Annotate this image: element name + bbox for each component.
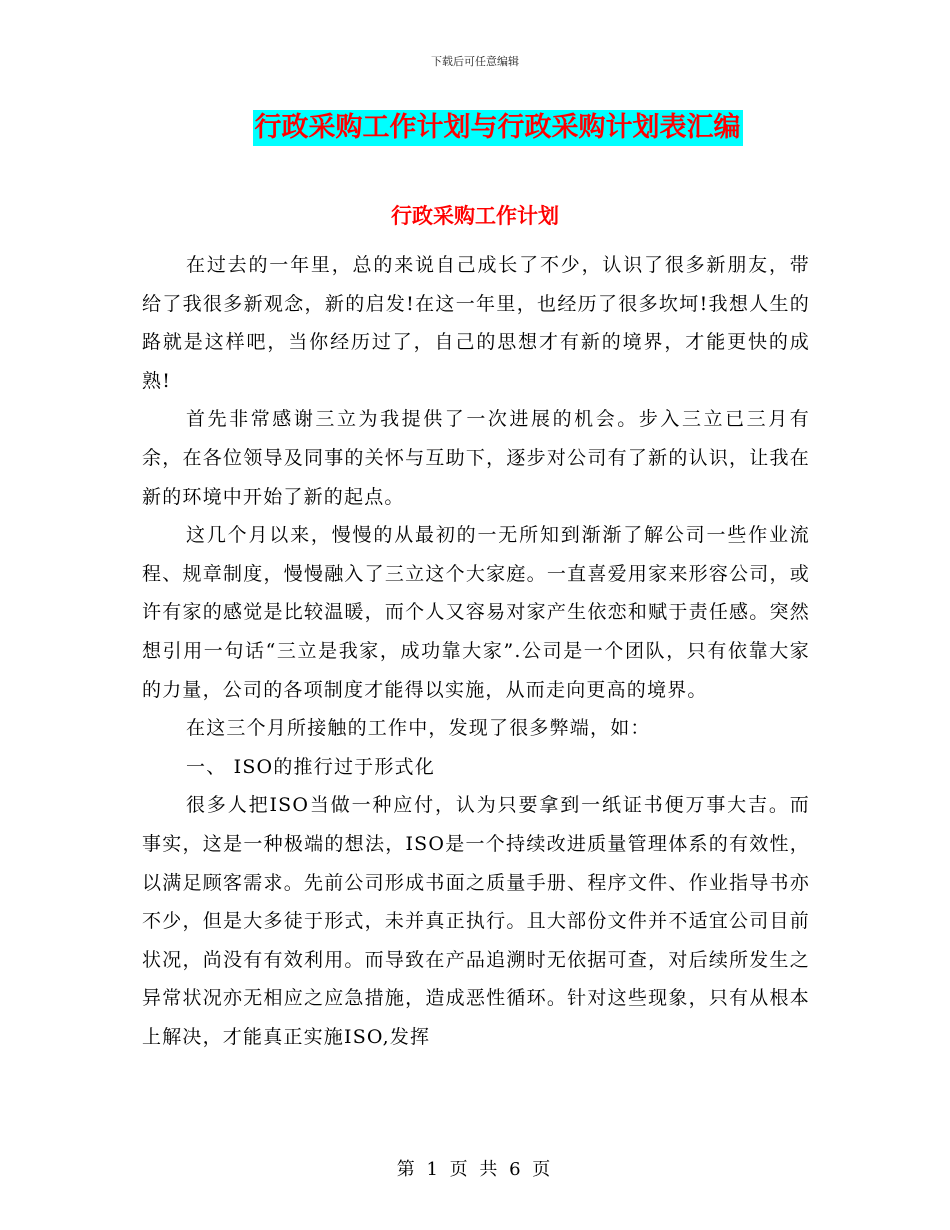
document-body <box>142 246 810 1056</box>
document-subtitle: 行政采购工作计划 <box>391 204 559 228</box>
document-title: 行政采购工作计划与行政采购计划表汇编 <box>253 110 743 146</box>
main-title-container <box>0 110 950 146</box>
header-note: 下载后可任意编辑 <box>431 55 519 68</box>
section-heading-iso: 一、 ISO的推行过于形式化 <box>186 755 435 778</box>
paragraph-1: 在过去的一年里，总的来说自己成长了不少，认识了很多新朋友，带给了我很多新观念，新的启发!在这一年里，也经历了很多坎坷!我想人生的路就是这样吧，当你经历过了，自己的思想才有新的境界，才能更快的成熟! <box>142 254 810 392</box>
paragraph-5: 很多人把ISO当做一种应付，认为只要拿到一纸证书便万事大吉。而事实，这是一种极端的想法，ISO是一个持续改进质量管理体系的有效性，以满足顾客需求。先前公司形成书面之质量手册、程序文件、作业指导书亦不少，但是大多徒于形式，未并真正执行。且大部份文件并不适宜公司目前状况，尚没有有效利用。而导致在产品追溯时无依据可查，对后续所发生之异常状况亦无相应之应急措施，造成恶性循环。针对这些现象，只有从根本上解决，才能真正实施ISO,发挥 <box>142 794 810 1048</box>
paragraph-3: 这几个月以来，慢慢的从最初的一无所知到渐渐了解公司一些作业流程、规章制度，慢慢融入了三立这个大家庭。一直喜爱用家来形容公司，或许有家的感觉是比较温暖，而个人又容易对家产生依恋和赋于责任感。突然想引用一句话“三立是我家，成功靠大家”.公司是一个团队，只有依靠大家的力量，公司的各项制度才能得以实施，从而走向更高的境界。 <box>142 524 810 701</box>
paragraph-4: 在这三个月所接触的工作中，发现了很多弊端，如： <box>186 717 651 740</box>
page-footer: 第 1 页 共 6 页 <box>396 1159 554 1180</box>
paragraph-2: 首先非常感谢三立为我提供了一次进展的机会。步入三立已三月有余，在各位领导及同事的关怀与互助下，逐步对公司有了新的认识，让我在新的环境中开始了新的起点。 <box>142 408 810 508</box>
